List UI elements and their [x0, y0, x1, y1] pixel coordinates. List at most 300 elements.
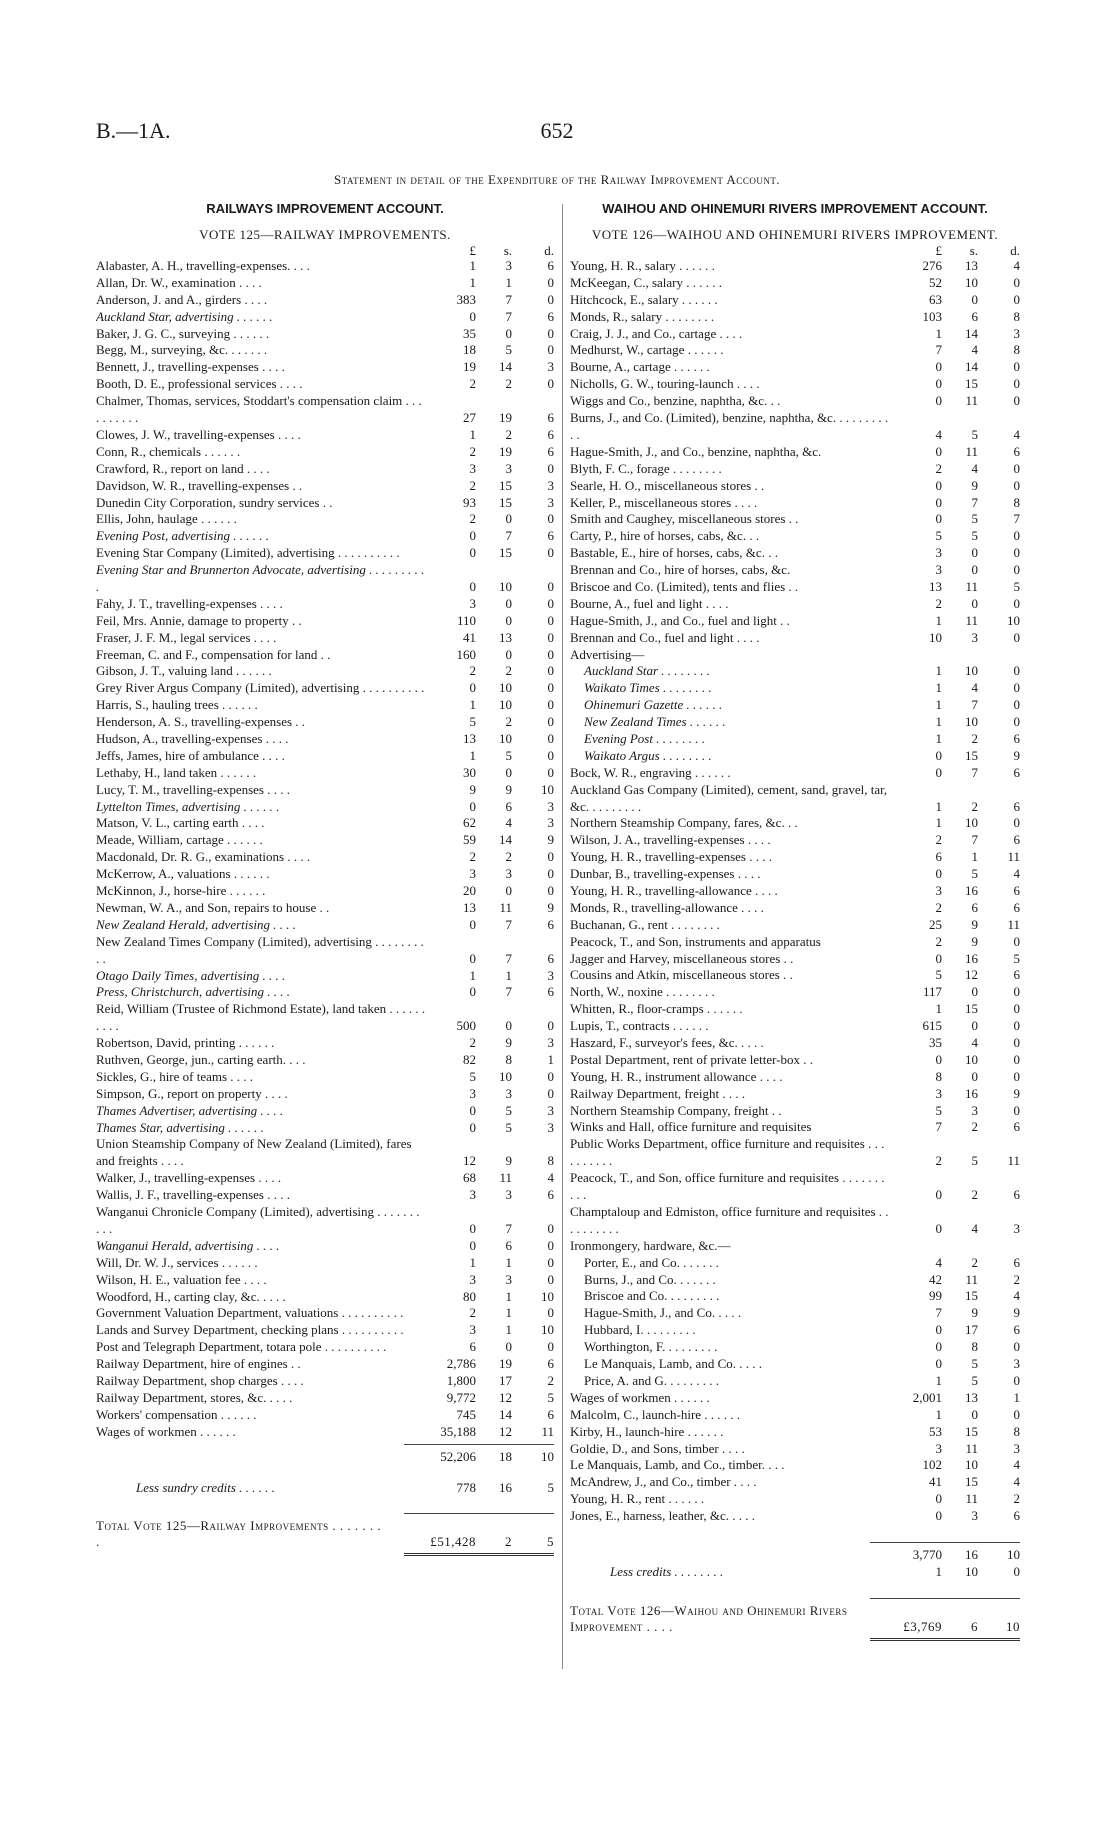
- statement-title: Statement in detail of the Expenditure of the Railway Improvement Account.: [333, 172, 781, 187]
- amount-shillings: 14: [965, 359, 978, 375]
- expenditure-row: [570, 1322, 1020, 1339]
- amount-shillings: 11: [965, 443, 978, 459]
- amount-pounds: 1: [935, 815, 942, 831]
- account-title: RAILWAYS IMPROVEMENT ACCOUNT.: [206, 201, 444, 216]
- amount-pence: 0: [1013, 1563, 1020, 1579]
- amount-pounds: 1,800: [446, 1373, 476, 1389]
- amount-pounds: 0: [935, 1491, 942, 1507]
- expenditure-row: [570, 748, 1020, 765]
- row-description: Thames Advertiser, advertising . . . .: [96, 1102, 284, 1118]
- row-description: Kirby, H., launch-hire . . . . . .: [570, 1423, 724, 1439]
- vote-total-row: [96, 1518, 554, 1552]
- expenditure-row: [570, 1052, 1020, 1069]
- subtotal-rule: [96, 1441, 554, 1449]
- expenditure-row: [570, 832, 1020, 849]
- shillings-header: s.: [969, 243, 978, 258]
- amount-shillings: 6: [971, 899, 978, 915]
- amount-shillings: 10: [499, 578, 512, 594]
- amount-pence: 4: [1013, 866, 1020, 882]
- amount-pence: 3: [547, 815, 554, 831]
- amount-pence: 0: [547, 1018, 554, 1034]
- amount-pounds: 0: [469, 680, 476, 696]
- row-description: Meade, William, cartage . . . . . .: [96, 832, 263, 848]
- amount-pounds: 1: [935, 1001, 942, 1017]
- expenditure-row: [570, 1035, 1020, 1052]
- row-description: Young, H. R., travelling-allowance . . . .: [570, 883, 778, 899]
- amount-pence: 0: [1013, 1018, 1020, 1034]
- amount-shillings: 3: [505, 258, 512, 273]
- expenditure-row: [570, 1103, 1020, 1120]
- row-description: Evening Post . . . . . . . .: [584, 730, 705, 746]
- expenditure-row: [570, 1424, 1020, 1441]
- pounds-header: £: [469, 243, 476, 258]
- amount-pounds: 1: [935, 1563, 942, 1579]
- expenditure-row: [96, 1170, 554, 1187]
- amount-shillings: 7: [971, 494, 978, 510]
- amount-shillings: 2: [971, 1187, 978, 1203]
- amount-pounds: 0: [935, 764, 942, 780]
- amount-shillings: 2: [505, 1534, 512, 1550]
- amount-pounds: 13: [463, 731, 476, 747]
- amount-pence: 9: [547, 899, 554, 915]
- amount-shillings: 14: [499, 1406, 512, 1422]
- row-description: New Zealand Times . . . . . .: [584, 714, 726, 730]
- amount-pence: 4: [1013, 1474, 1020, 1490]
- amount-pence: 6: [1013, 832, 1020, 848]
- amount-pounds: 2: [935, 933, 942, 949]
- amount-pence: 8: [1013, 494, 1020, 510]
- row-description: Sickles, G., hire of teams . . . .: [96, 1068, 254, 1084]
- expenditure-row: [570, 478, 1020, 495]
- amount-pence: 0: [1013, 376, 1020, 392]
- row-description: McKinnon, J., horse-hire . . . . . .: [96, 883, 266, 899]
- amount-pence: 0: [1013, 460, 1020, 476]
- amount-shillings: 13: [965, 1389, 978, 1405]
- amount-pence: 0: [1013, 984, 1020, 1000]
- row-description: Government Valuation Department, valuations . . . . . . . . . .: [96, 1305, 404, 1321]
- amount-pounds: 2: [469, 1305, 476, 1321]
- amount-shillings: 9: [971, 933, 978, 949]
- row-description: Dunbar, B., travelling-expenses . . . .: [570, 866, 761, 882]
- expenditure-row: [96, 326, 554, 343]
- expenditure-row: [570, 1356, 1020, 1373]
- amount-pounds: 1: [935, 612, 942, 628]
- row-description: Clowes, J. W., travelling-expenses . . . .: [96, 426, 301, 442]
- amount-pence: 4: [547, 1170, 554, 1186]
- expenditure-row: [570, 613, 1020, 630]
- row-description: Less sundry credits . . . . . .: [136, 1479, 275, 1495]
- row-description: Young, H. R., rent . . . . . .: [570, 1491, 705, 1507]
- amount-pounds: 1: [469, 697, 476, 713]
- amount-shillings: 0: [505, 1018, 512, 1034]
- amount-pounds: 1: [469, 747, 476, 763]
- row-description: Cousins and Atkin, miscellaneous stores . .: [570, 967, 793, 983]
- amount-shillings: 5: [971, 528, 978, 544]
- expenditure-row: [570, 1441, 1020, 1458]
- amount-shillings: 4: [971, 680, 978, 696]
- row-description: Conn, R., chemicals . . . . . .: [96, 443, 241, 459]
- expenditure-row: [96, 866, 554, 883]
- amount-pounds: 25: [929, 916, 942, 932]
- expenditure-row: [570, 731, 1020, 748]
- expenditure-row: [96, 528, 554, 545]
- amount-pounds: 1: [935, 1372, 942, 1388]
- amount-pounds: 0: [935, 1220, 942, 1236]
- amount-pounds: 2: [469, 1035, 476, 1051]
- expenditure-row: [570, 1170, 1020, 1204]
- row-description: Macdonald, Dr. R. G., examinations . . . .: [96, 849, 311, 865]
- amount-pence: 8: [547, 1153, 554, 1169]
- expenditure-row: [96, 1136, 554, 1170]
- amount-pounds: 3: [469, 1322, 476, 1338]
- amount-pounds: 13: [929, 578, 942, 594]
- row-description: Matson, V. L., carting earth . . . .: [96, 815, 265, 831]
- expenditure-row: [96, 663, 554, 680]
- row-description: Public Works Department, office furniture and requisites . . . . . . . . . .: [570, 1136, 885, 1169]
- amount-pounds: 0: [935, 950, 942, 966]
- row-description: Advertising—: [570, 646, 645, 662]
- row-description: Northern Steamship Company, fares, &c. . .: [570, 815, 798, 831]
- expenditure-list: [570, 258, 1020, 1525]
- amount-shillings: 4: [971, 460, 978, 476]
- row-description: Briscoe and Co. . . . . . . . .: [584, 1288, 720, 1304]
- amount-pence: 0: [547, 460, 554, 476]
- vote-title: VOTE 126—WAIHOU AND OHINEMURI RIVERS IMPROVEMENT.: [591, 227, 999, 242]
- amount-pence: 0: [547, 646, 554, 662]
- amount-pence: 0: [547, 325, 554, 341]
- amount-pounds: 2: [469, 443, 476, 459]
- amount-pence: 3: [1013, 1440, 1020, 1456]
- amount-shillings: 0: [505, 646, 512, 662]
- row-description: Newman, W. A., and Son, repairs to house . .: [96, 899, 330, 915]
- amount-pence: 5: [547, 1534, 554, 1550]
- amount-pounds: 62: [463, 815, 476, 831]
- expenditure-row: [570, 714, 1020, 731]
- expenditure-row: [96, 1305, 554, 1322]
- amount-shillings: 7: [971, 764, 978, 780]
- row-description: Monds, R., travelling-allowance . . . .: [570, 899, 764, 915]
- amount-pence: 10: [1007, 1546, 1020, 1562]
- amount-pounds: 10: [929, 629, 942, 645]
- waihou-account-column: [570, 200, 1020, 1643]
- amount-shillings: 10: [499, 731, 512, 747]
- amount-shillings: 10: [965, 1563, 978, 1579]
- amount-pence: 3: [547, 494, 554, 510]
- expenditure-row: [96, 393, 554, 427]
- amount-shillings: 18: [499, 1448, 512, 1464]
- amount-pounds: 1: [469, 1254, 476, 1270]
- row-description: Davidson, W. R., travelling-expenses . .: [96, 477, 303, 493]
- row-description: Less credits . . . . . . . .: [610, 1563, 724, 1579]
- amount-shillings: 2: [505, 663, 512, 679]
- row-description: Malcolm, C., launch-hire . . . . . .: [570, 1406, 741, 1422]
- amount-shillings: 7: [505, 528, 512, 544]
- amount-pounds: 3: [935, 562, 942, 578]
- row-description: Baker, J. G. C., surveying . . . . . .: [96, 325, 270, 341]
- row-description: New Zealand Herald, advertising . . . .: [96, 916, 297, 932]
- row-description: Thames Star, advertising . . . . . .: [96, 1119, 264, 1135]
- amount-pence: 6: [1013, 730, 1020, 746]
- amount-pounds: 2,001: [912, 1389, 942, 1405]
- expenditure-row: [570, 1018, 1020, 1035]
- amount-pounds: 1: [469, 967, 476, 983]
- row-description: Jagger and Harvey, miscellaneous stores . .: [570, 950, 794, 966]
- amount-pence: 0: [547, 883, 554, 899]
- row-description: Post and Telegraph Department, totara pole . . . . . . . . . .: [96, 1339, 387, 1355]
- amount-shillings: 0: [971, 562, 978, 578]
- amount-pence: 11: [1007, 1153, 1020, 1169]
- amount-pence: 3: [547, 1119, 554, 1135]
- row-description: Crawford, R., report on land . . . .: [96, 460, 270, 476]
- amount-pence: 0: [1013, 359, 1020, 375]
- expenditure-row: [96, 1272, 554, 1289]
- amount-shillings: 6: [505, 798, 512, 814]
- expenditure-row: [96, 832, 554, 849]
- amount-pence: 7: [1013, 511, 1020, 527]
- amount-pounds: 1: [469, 426, 476, 442]
- amount-shillings: 0: [971, 291, 978, 307]
- amount-shillings: 16: [499, 1479, 512, 1495]
- amount-shillings: 9: [971, 916, 978, 932]
- amount-shillings: 8: [971, 1339, 978, 1355]
- row-description: Total Vote 125—Railway Improvements . . . . . . . .: [96, 1518, 382, 1550]
- amount-pounds: 41: [463, 629, 476, 645]
- expenditure-row: [570, 393, 1020, 410]
- expenditure-row: [570, 342, 1020, 359]
- amount-pounds: 0: [935, 393, 942, 409]
- amount-shillings: 4: [505, 815, 512, 831]
- amount-pence: 0: [1013, 393, 1020, 409]
- expenditure-row: [570, 1339, 1020, 1356]
- amount-shillings: 1: [505, 1288, 512, 1304]
- row-description: Lands and Survey Department, checking plans . . . . . . . . . .: [96, 1322, 404, 1338]
- amount-shillings: 0: [505, 612, 512, 628]
- amount-pounds: 35,188: [440, 1423, 476, 1439]
- amount-pounds: 82: [463, 1052, 476, 1068]
- amount-shillings: 9: [505, 781, 512, 797]
- expenditure-row: [96, 359, 554, 376]
- amount-pounds: 1: [935, 1406, 942, 1422]
- amount-shillings: 6: [505, 1237, 512, 1253]
- row-description: Haszard, F., surveyor's fees, &c. . . . .: [570, 1035, 764, 1051]
- amount-shillings: 5: [971, 1372, 978, 1388]
- amount-pence: 5: [1013, 578, 1020, 594]
- amount-pounds: 0: [469, 1237, 476, 1253]
- row-description: Blyth, F. C., forage . . . . . . . .: [570, 460, 722, 476]
- amount-pence: 6: [1013, 1508, 1020, 1524]
- amount-pence: 0: [547, 849, 554, 865]
- amount-pounds: 3: [469, 1187, 476, 1203]
- currency-header: [570, 243, 1020, 258]
- expenditure-row: [96, 1322, 554, 1339]
- expenditure-row: [96, 917, 554, 934]
- amount-pounds: 2: [935, 460, 942, 476]
- expenditure-row: [570, 815, 1020, 832]
- amount-shillings: 10: [965, 714, 978, 730]
- row-description: Porter, E., and Co. . . . . . .: [584, 1254, 719, 1270]
- expenditure-row: [570, 1001, 1020, 1018]
- amount-shillings: 10: [965, 274, 978, 290]
- expenditure-row: [570, 866, 1020, 883]
- expenditure-row: [570, 697, 1020, 714]
- amount-shillings: 7: [505, 984, 512, 1000]
- amount-pounds: 63: [929, 291, 942, 307]
- expenditure-row: [96, 309, 554, 326]
- row-description: Buchanan, G., rent . . . . . . . .: [570, 916, 720, 932]
- expenditure-row: [96, 1035, 554, 1052]
- amount-pounds: 3: [469, 1271, 476, 1287]
- amount-pence: 3: [547, 1102, 554, 1118]
- amount-pounds: 7: [935, 1305, 942, 1321]
- amount-shillings: 3: [971, 1508, 978, 1524]
- row-description: Young, H. R., salary . . . . . .: [570, 258, 715, 273]
- amount-pounds: 13: [463, 899, 476, 915]
- amount-shillings: 10: [499, 1068, 512, 1084]
- row-description: Railway Department, stores, &c. . . . .: [96, 1389, 293, 1405]
- amount-pence: 3: [1013, 325, 1020, 341]
- row-description: Evening Star and Brunnerton Advocate, advertising . . . . . . . . . .: [96, 562, 425, 594]
- expenditure-row: [570, 1069, 1020, 1086]
- amount-pounds: 35: [929, 1035, 942, 1051]
- account-title: WAIHOU AND OHINEMURI RIVERS IMPROVEMENT ACCOUNT.: [602, 201, 988, 216]
- amount-pounds: 3: [935, 1440, 942, 1456]
- row-description: Railway Department, shop charges . . . .: [96, 1373, 304, 1389]
- amount-pence: 3: [547, 477, 554, 493]
- expenditure-row: [96, 376, 554, 393]
- amount-pounds: 0: [469, 984, 476, 1000]
- page-header: [96, 118, 1018, 148]
- vote-total-row: [570, 1603, 1020, 1637]
- expenditure-row: [570, 596, 1020, 613]
- amount-pounds: 1: [469, 274, 476, 290]
- amount-pounds: 80: [463, 1288, 476, 1304]
- row-description: Le Manquais, Lamb, and Co. . . . .: [584, 1356, 762, 1372]
- row-description: Peacock, T., and Son, instruments and apparatus: [570, 933, 821, 949]
- expenditure-row: [96, 934, 554, 968]
- expenditure-row: [96, 1052, 554, 1069]
- expenditure-row: [570, 275, 1020, 292]
- amount-pence: 6: [547, 1187, 554, 1203]
- expenditure-row: [96, 815, 554, 832]
- expenditure-row: [96, 545, 554, 562]
- amount-shillings: 11: [499, 899, 512, 915]
- vote-title: VOTE 125—RAILWAY IMPROVEMENTS.: [199, 227, 451, 242]
- amount-pence: 1: [547, 1052, 554, 1068]
- amount-pence: 3: [547, 798, 554, 814]
- amount-shillings: 3: [505, 866, 512, 882]
- row-description: Carty, P., hire of horses, cabs, &c. . .: [570, 528, 760, 544]
- row-description: Nicholls, G. W., touring-launch . . . .: [570, 376, 760, 392]
- amount-pence: 10: [541, 1288, 554, 1304]
- amount-pence: 0: [547, 1237, 554, 1253]
- row-description: Lyttelton Times, advertising . . . . . .: [96, 798, 280, 814]
- amount-shillings: 11: [499, 1170, 512, 1186]
- expenditure-row: [96, 680, 554, 697]
- row-description: Railway Department, hire of engines . .: [96, 1356, 301, 1372]
- row-description: Northern Steamship Company, freight . .: [570, 1102, 782, 1118]
- amount-shillings: 5: [971, 1153, 978, 1169]
- amount-shillings: 6: [971, 308, 978, 324]
- expenditure-row: [570, 934, 1020, 951]
- row-description: Burns, J., and Co. (Limited), benzine, naphtha, &c. . . . . . . . . . .: [570, 410, 889, 442]
- amount-pence: 0: [1013, 663, 1020, 679]
- row-description: Railway Department, freight . . . .: [570, 1085, 746, 1101]
- expenditure-row: [570, 1508, 1020, 1525]
- amount-pounds: 0: [935, 359, 942, 375]
- amount-pence: 10: [541, 1448, 554, 1464]
- row-description: Otago Daily Times, advertising . . . .: [96, 967, 286, 983]
- amount-shillings: 2: [971, 1254, 978, 1270]
- row-description: Craig, J. J., and Co., cartage . . . .: [570, 325, 743, 341]
- amount-pence: 4: [1013, 1288, 1020, 1304]
- expenditure-row: [570, 1373, 1020, 1390]
- amount-pounds: 0: [935, 1339, 942, 1355]
- amount-pence: 6: [1013, 1254, 1020, 1270]
- amount-pounds: 4: [935, 426, 942, 442]
- amount-pence: 11: [541, 1423, 554, 1439]
- amount-pounds: 3: [935, 883, 942, 899]
- row-description: Reid, William (Trustee of Richmond Estate), land taken . . . . . . . . . .: [96, 1001, 426, 1034]
- amount-pence: 0: [547, 1085, 554, 1101]
- amount-pounds: 4: [935, 1254, 942, 1270]
- row-description: Ruthven, George, jun., carting earth. . . .: [96, 1052, 306, 1068]
- amount-pence: 10: [541, 1322, 554, 1338]
- amount-pounds: 0: [935, 866, 942, 882]
- amount-pence: 9: [547, 832, 554, 848]
- amount-pounds: £51,428: [430, 1534, 476, 1550]
- amount-pence: 0: [1013, 1372, 1020, 1388]
- expenditure-row: [96, 1187, 554, 1204]
- expenditure-row: [570, 900, 1020, 917]
- amount-pounds: 2: [469, 477, 476, 493]
- expenditure-row: [96, 799, 554, 816]
- amount-pence: 0: [1013, 545, 1020, 561]
- row-description: Henderson, A. S., travelling-expenses . .: [96, 714, 306, 730]
- expenditure-row: [570, 1305, 1020, 1322]
- amount-pounds: 160: [456, 646, 476, 662]
- amount-pounds: 9,772: [446, 1389, 476, 1405]
- amount-pounds: 0: [935, 477, 942, 493]
- amount-pence: 0: [547, 764, 554, 780]
- expenditure-row: [570, 545, 1020, 562]
- amount-pence: 8: [1013, 1423, 1020, 1439]
- amount-pence: 0: [547, 1220, 554, 1236]
- amount-shillings: 5: [971, 511, 978, 527]
- row-description: McKerrow, A., valuations . . . . . .: [96, 866, 270, 882]
- row-description: Wanganui Herald, advertising . . . .: [96, 1237, 280, 1253]
- row-description: Wages of workmen . . . . . .: [570, 1389, 710, 1405]
- row-description: Wallis, J. F., travelling-expenses . . . .: [96, 1187, 290, 1203]
- row-description: Union Steamship Company of New Zealand (Limited), fares and freights . . . .: [96, 1136, 412, 1169]
- expenditure-row: [570, 1204, 1020, 1238]
- expenditure-row: [96, 427, 554, 444]
- amount-pence: 3: [547, 1035, 554, 1051]
- amount-pence: 1: [1013, 1389, 1020, 1405]
- row-description: Anderson, J. and A., girders . . . .: [96, 291, 268, 307]
- expenditure-row: [570, 1491, 1020, 1508]
- expenditure-row: [96, 1001, 554, 1035]
- row-description: Chalmer, Thomas, services, Stoddart's compensation claim . . . . . . . . . .: [96, 393, 422, 426]
- row-description: Lupis, T., contracts . . . . . .: [570, 1018, 709, 1034]
- expenditure-row: [96, 1424, 554, 1441]
- row-description: Bourne, A., cartage . . . . . .: [570, 359, 710, 375]
- row-description: Le Manquais, Lamb, and Co., timber. . . .: [570, 1457, 785, 1473]
- amount-pence: 0: [547, 578, 554, 594]
- amount-pounds: £3,769: [903, 1618, 942, 1634]
- expenditure-row: [96, 782, 554, 799]
- amount-pence: 0: [547, 663, 554, 679]
- expenditure-row: [570, 967, 1020, 984]
